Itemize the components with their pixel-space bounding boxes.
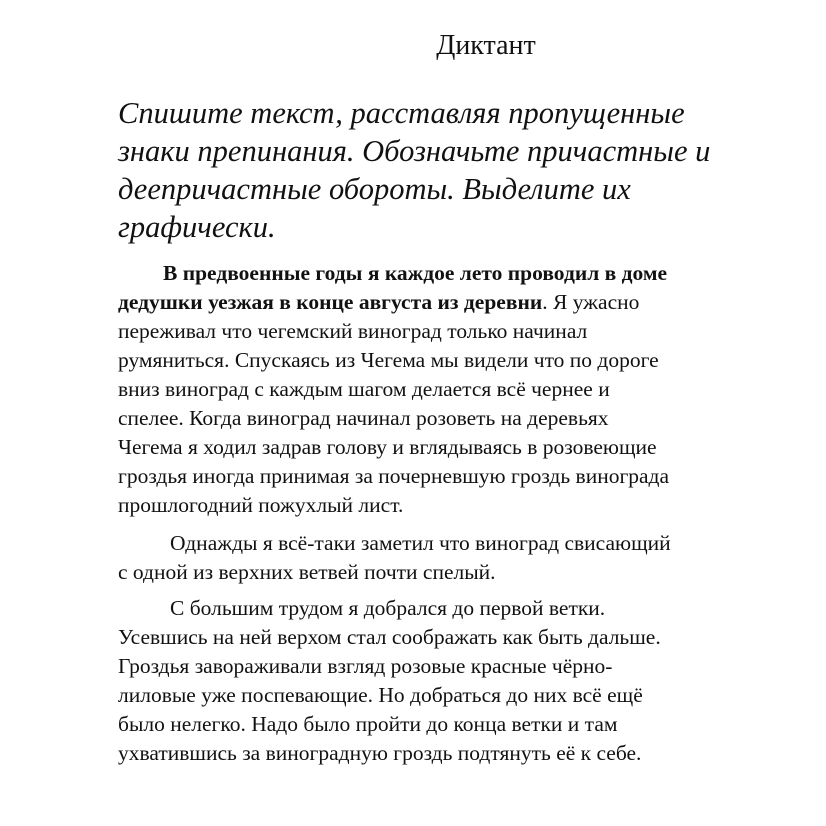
task-line: деепричастные обороты. Выделите их [118,172,631,206]
paragraph-line: Гроздья завораживали взгляд розовые красные чёрно- [118,654,613,678]
task-line: Спишите текст, расставляя пропущенные [118,96,685,130]
paragraph-line: лиловые уже поспевающие. Но добраться до них всё ещё [118,683,643,707]
paragraph-line: с одной из верхних ветвей почти спелый. [118,560,496,584]
paragraph-line: ухватившись за виноградную гроздь подтянуть её к себе. [118,741,642,765]
paragraph-line: румяниться. Спускаясь из Чегема мы видели что по дороге [118,348,659,372]
paragraph-line: гроздья иногда принимая за почерневшую гроздь винограда [118,464,670,488]
paragraph-line-bold: В предвоенные годы я каждое лето проводил в доме [163,261,668,285]
paragraph-line: переживал что чегемский виноград только начинал [118,319,588,343]
dictation-paragraph-1 [118,259,798,520]
paragraph-line [118,288,798,317]
task-line: знаки препинания. Обозначьте причастные и [118,134,711,168]
page-title: Диктант [436,30,536,61]
dictation-paragraph-3 [118,594,798,768]
task-line: графически. [118,210,276,244]
bold-fragment: дедушки уезжая в конце августа из деревни [118,290,543,314]
paragraph-line: Усевшись на ней верхом стал соображать как быть дальше. [118,625,661,649]
paragraph-line: вниз виноград с каждым шагом делается всё чернее и [118,377,610,401]
paragraph-line: Однажды я всё-таки заметил что виноград свисающий [170,531,671,555]
paragraph-line: Чегема я ходил задрав голову и вглядываясь в розовеющие [118,435,657,459]
paragraph-line: С большим трудом я добрался до первой ветки. [170,596,606,620]
paragraph-line: было нелегко. Надо было пройти до конца ветки и там [118,712,618,736]
dictation-paragraph-2 [118,529,798,587]
line-remainder: . Я ужасно [542,290,640,314]
task-instructions [118,94,798,246]
paragraph-line: прошлогодний пожухлый лист. [118,493,404,517]
paragraph-line: спелее. Когда виноград начинал розоветь на деревьях [118,406,609,430]
